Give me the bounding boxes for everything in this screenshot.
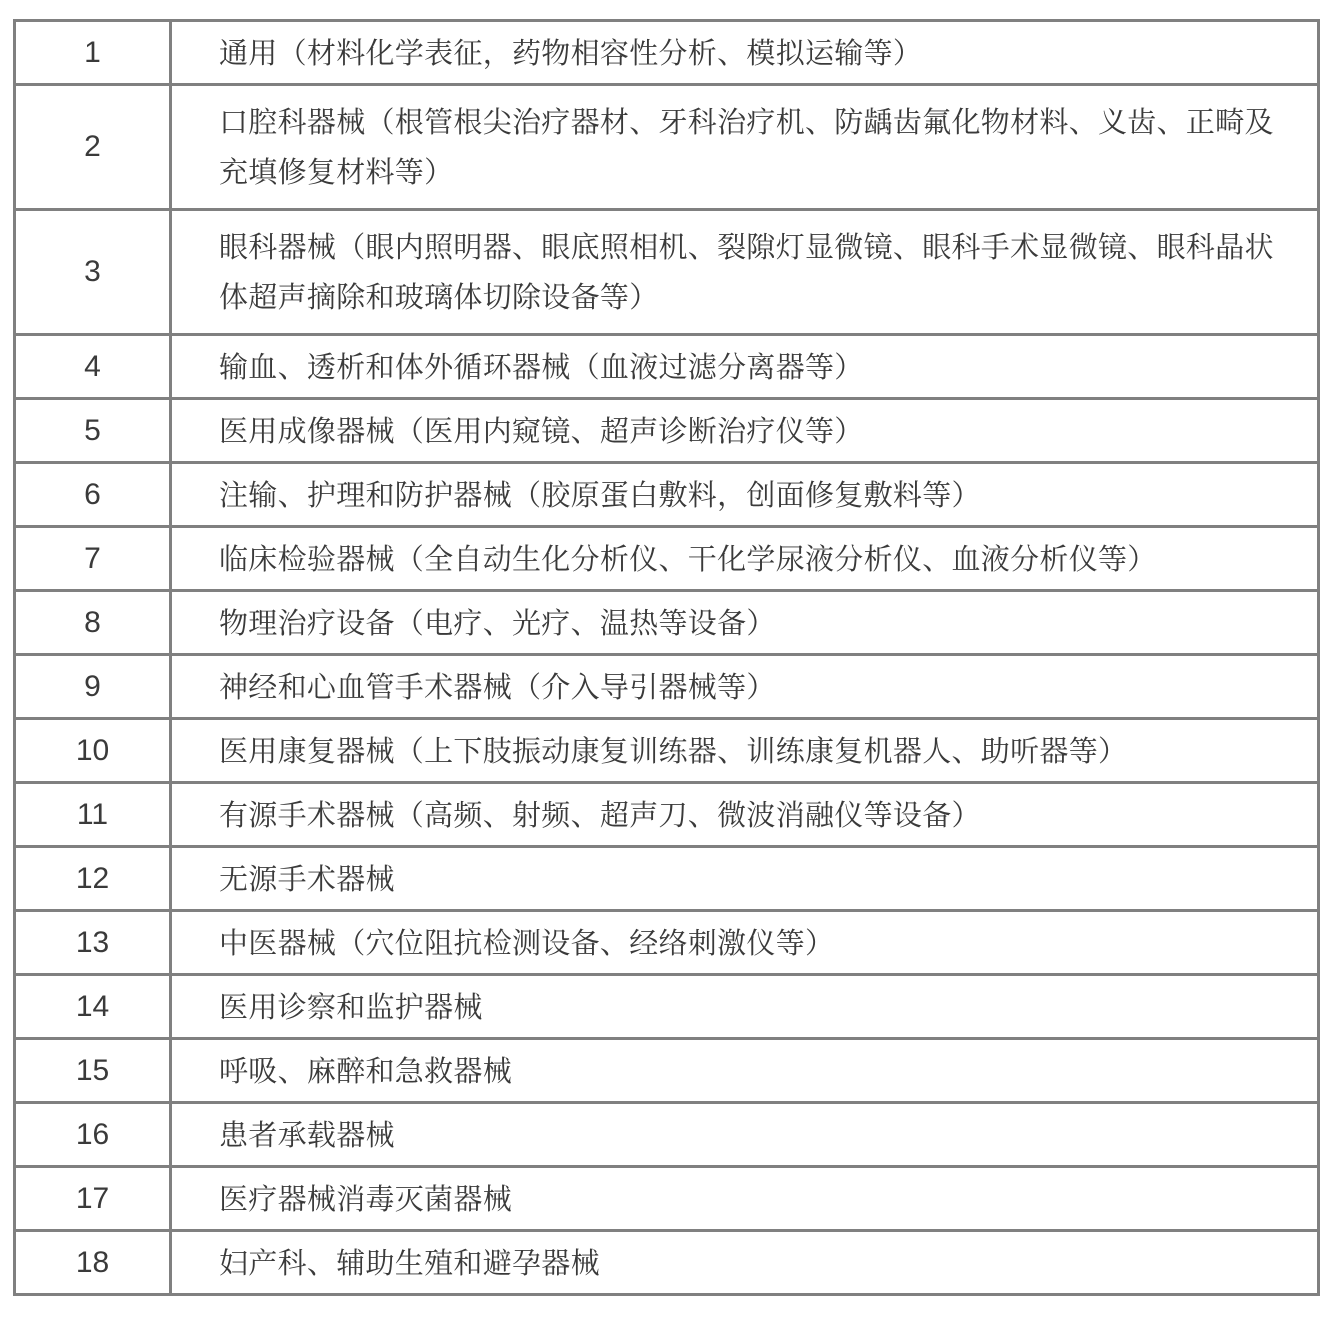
- device-category-name: 呼吸、麻醉和急救器械: [171, 1039, 1319, 1103]
- device-category-name: 输血、透析和体外循环器械（血液过滤分离器等）: [171, 335, 1319, 399]
- device-category-name: 无源手术器械: [171, 847, 1319, 911]
- row-number: 13: [15, 911, 171, 975]
- table-row: [15, 21, 1319, 85]
- row-number: 18: [15, 1231, 171, 1295]
- table-row: [15, 399, 1319, 463]
- device-category-name: 通用（材料化学表征，药物相容性分析、模拟运输等）: [171, 21, 1319, 85]
- table-row: [15, 847, 1319, 911]
- table-row: [15, 1167, 1319, 1231]
- device-category-name: 神经和心血管手术器械（介入导引器械等）: [171, 655, 1319, 719]
- table-row: [15, 210, 1319, 335]
- row-number: 15: [15, 1039, 171, 1103]
- row-number: 3: [15, 210, 171, 335]
- device-category-name: 中医器械（穴位阻抗检测设备、经络刺激仪等）: [171, 911, 1319, 975]
- device-category-name: 口腔科器械（根管根尖治疗器材、牙科治疗机、防龋齿氟化物材料、义齿、正畸及充填修复材料等）: [171, 85, 1319, 210]
- table-row: [15, 1231, 1319, 1295]
- row-number: 12: [15, 847, 171, 911]
- row-number: 17: [15, 1167, 171, 1231]
- row-number: 1: [15, 21, 171, 85]
- table-row: [15, 1103, 1319, 1167]
- device-category-table-container: [13, 19, 1317, 1296]
- row-number: 5: [15, 399, 171, 463]
- table-row: [15, 1039, 1319, 1103]
- row-number: 11: [15, 783, 171, 847]
- table-body: [15, 21, 1319, 1295]
- device-category-name: 注输、护理和防护器械（胶原蛋白敷料，创面修复敷料等）: [171, 463, 1319, 527]
- row-number: 10: [15, 719, 171, 783]
- device-category-name: 医用康复器械（上下肢振动康复训练器、训练康复机器人、助听器等）: [171, 719, 1319, 783]
- table-row: [15, 527, 1319, 591]
- table-row: [15, 975, 1319, 1039]
- row-number: 2: [15, 85, 171, 210]
- table-row: [15, 655, 1319, 719]
- device-category-name: 医用成像器械（医用内窥镜、超声诊断治疗仪等）: [171, 399, 1319, 463]
- table-row: [15, 911, 1319, 975]
- device-category-name: 妇产科、辅助生殖和避孕器械: [171, 1231, 1319, 1295]
- device-category-name: 患者承载器械: [171, 1103, 1319, 1167]
- row-number: 4: [15, 335, 171, 399]
- table-row: [15, 85, 1319, 210]
- table-row: [15, 591, 1319, 655]
- table-row: [15, 463, 1319, 527]
- row-number: 6: [15, 463, 171, 527]
- device-category-name: 物理治疗设备（电疗、光疗、温热等设备）: [171, 591, 1319, 655]
- device-category-name: 医用诊察和监护器械: [171, 975, 1319, 1039]
- row-number: 7: [15, 527, 171, 591]
- device-category-name: 有源手术器械（高频、射频、超声刀、微波消融仪等设备）: [171, 783, 1319, 847]
- row-number: 16: [15, 1103, 171, 1167]
- device-category-name: 临床检验器械（全自动生化分析仪、干化学尿液分析仪、血液分析仪等）: [171, 527, 1319, 591]
- device-category-name: 眼科器械（眼内照明器、眼底照相机、裂隙灯显微镜、眼科手术显微镜、眼科晶状体超声摘除和玻璃体切除设备等）: [171, 210, 1319, 335]
- table-row: [15, 783, 1319, 847]
- device-category-table: [13, 19, 1320, 1296]
- row-number: 14: [15, 975, 171, 1039]
- row-number: 9: [15, 655, 171, 719]
- table-row: [15, 719, 1319, 783]
- device-category-name: 医疗器械消毒灭菌器械: [171, 1167, 1319, 1231]
- row-number: 8: [15, 591, 171, 655]
- table-row: [15, 335, 1319, 399]
